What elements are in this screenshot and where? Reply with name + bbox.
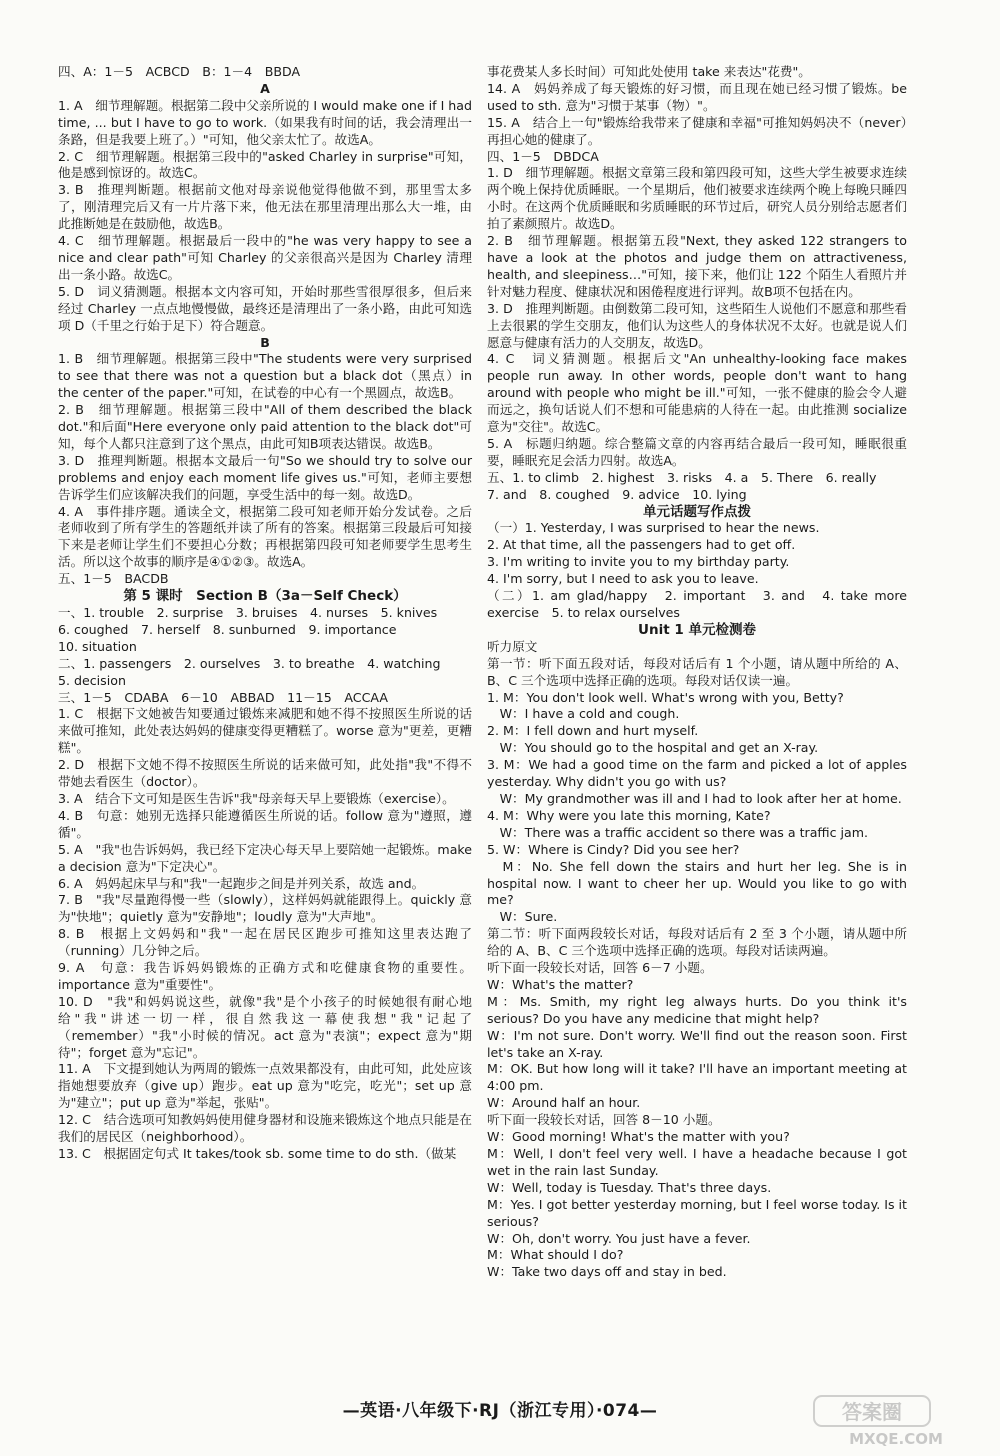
cloze-answers: 三、1－5 CDABA 6－10 ABBAD 11－15 ACCAA [58,689,388,705]
reading-explanation-4: 4. C 词义猜测题。根据后文"An unhealthy-looking face makes people run away. In other words, people don't want to hang around with people who might be ill."可知，一张不健康的脸会令人避而远之，换句话说人们不想和可能患病的人待在一起。由此推测 socialize 意为"交往"。故选C。 [487,351,907,435]
dialogue-line: M：Yes. I got better yesterday morning, but I feel worse today. Is it serious? [487,1196,907,1229]
cloze-explanation-14: 14. A 妈妈养成了每天锻炼的好习惯，而且现在她已经习惯了锻炼。be used to sth. 意为"习惯于某事（物）"。 [487,80,907,113]
listening-section-1-instructions: 第一节：听下面五段对话，每段对话后有 1 个小题，请从题中所给的 A、B、C 三个选项中选择正确的选项。每段对话仅读一遍。 [487,655,907,688]
explanation-b-3: 3. D 推理判断题。根据本文最后一句"So we should try to solve our problems and enjoy each moment life gives us."可知，老师主要想告诉学生们应该解决我们的问题，享受生活中的每一刻。故选D。 [58,452,472,502]
reading-explanation-3: 3. D 推理判断题。由倒数第二段可知，这些陌生人说他们不愿意和那些看上去很累的学生交朋友，他们认为这些人的身体状况不太好。也就是说人们愿意与健康有活力的人交朋友，故选D。 [487,300,907,350]
reading-explanation-2: 2. B 细节理解题。根据第五段"Next, they asked 122 strangers to have a look at the photos and judge them on attractiveness, health, and sleepiness…"可知，接下来，他们让 122 个陌生人看照片并针对魅力程度、健康状况和困倦程度进行评判。故B项不包括在内。 [487,233,907,299]
writing-tips-heading: 单元话题写作点拨 [643,503,751,520]
dialogue-line: 1. M：You don't look well. What's wrong with you, Betty? [487,689,844,705]
dialogue-line: 4. M：Why were you late this morning, Kate? [487,807,771,823]
dialogue-line: W：Around half an hour. [487,1095,641,1111]
dialogue-line: 5. W：Where is Cindy? Did you see her? [487,841,740,857]
explanation-a-1: 1. A 细节理解题。根据第二段中父亲所说的 I would make one if I had time, ... but I have to go to work.（如果我有时间的话，我会清理出一条路，但是我要上班了。）"可知，他父亲太忙了。故选A。 [58,97,472,147]
dialogue-line: W：Take two days off and stay in bed. [487,1264,727,1280]
left-column [58,64,472,1163]
cloze-explanation-12: 12. C 结合选项可知教妈妈使用健身器材和设施来锻炼这个地点只能是在我们的居民区（neighborhood）。 [58,1112,472,1145]
dialogue-line: M：Ms. Smith, my right leg always hurts. Do you think it's serious? Do you have any medicine that might help? [487,993,907,1026]
passage-b-heading: B [260,334,270,350]
vocab-answers-line-3: 10. situation [58,638,137,654]
vocab-answers-line-1: 一、1. trouble 2. surprise 3. bruises 4. nurses 5. knives [58,605,438,620]
reading-explanation-1: 1. D 细节理解题。根据文章第三段和第四段可知，这些大学生被要求连续两个晚上保持优质睡眠。一个星期后，他们被要求连续两个晚上每晚只睡四小时。在这两个优质睡眠和劣质睡眠的环节过后，研究人员分别给志愿者们拍了素颜照片。故选D。 [487,165,907,232]
section-5-answers: 五、1－5 BACDB [58,571,169,587]
explanation-b-4: 4. A 事件排序题。通读全文，根据第二段可知老师开始分发试卷。之后老师收到了所有学生的答题纸并读了所有的答案。根据第三段最后可知接下来是老师让学生们不要担心分数；再根据第四段可知老师要学生思考生活。所以这个故事的顺序是④①②③。故选A。 [58,503,472,570]
dialogue-line: 3. M：We had a good time on the farm and picked a lot of apples yesterday. Why didn't you go with us? [487,757,907,790]
dialogue-line: W：I have a cold and cough. [487,706,680,722]
lesson-5-heading: 第 5 课时 Section B（3a－Self Check） [123,588,407,605]
cloze-explanation-3: 3. A 结合下文可知是医生告诉"我"母亲每天早上要锻炼（exercise）。 [58,790,455,806]
explanation-b-2: 2. B 细节理解题。根据第三段中"All of them described the black dot."和后面"Here everyone only paid attention to the black dot"可知，每个人都只注意到了这个黑点，由此可知B项表达错误。故选B。 [58,402,472,451]
fill-answers-line-1: 二、1. passengers 2. ourselves 3. to breathe 4. watching [58,655,441,671]
dialogue-line: W：You should go to the hospital and get an X-ray. [487,740,819,756]
cloze-explanation-11: 11. A 下文提到她认为两周的锻炼一点效果都没有，由此可知，此处应该指她想要放弃（give up）跑步。eat up 意为"吃完，吃光"；set up 意为"建立"；put up 意为"举起，张贴"。 [58,1061,472,1111]
word-fill-answers-line-2: 7. and 8. coughed 9. advice 10. lying [487,486,747,502]
explanation-a-5: 5. D 词义猜测题。根据本文内容可知，开始时那些雪很厚很多，但后来经过 Charley 一点点地慢慢做，最终还是清理出了一条小路，由此可知选项 D（千里之行始于足下）符合题意。 [58,283,472,333]
svg-text:MXQE.COM: MXQE.COM [849,1430,943,1448]
vocab-answers-line-2: 6. coughed 7. herself 8. sunburned 9. importance [58,621,397,637]
cloze-explanation-4: 4. B 句意：她别无选择只能遵循医生所说的话。follow 意为"遵照，遵循"。 [58,807,472,840]
listening-section-2-instructions: 第二节：听下面两段较长对话，每段对话后有 2 至 3 个小题，请从题中所给的 A、B、C 三个选项中选择正确的选项。每段对话读两遍。 [487,926,907,959]
writing-sentence-4: 4. I'm sorry, but I need to ask you to leave. [487,571,759,587]
cloze-explanation-15: 15. A 结合上一句"锻炼给我带来了健康和幸福"可推知妈妈决不（never）再担心她的健康了。 [487,114,907,147]
reading-explanation-5: 5. A 标题归纳题。综合整篇文章的内容再结合最后一段可知，睡眠很重要，睡眠充足会活力四射。故选A。 [487,435,907,468]
writing-sentence-1: （一）1. Yesterday, I was surprised to hear the news. [487,520,820,536]
dialogue-line: W：Well, today is Tuesday. That's three days. [487,1179,772,1195]
dialogue-line: 2. M：I fell down and hurt myself. [487,723,699,739]
unit-test-heading: Unit 1 单元检测卷 [638,621,756,638]
dialogue-line: W：There was a traffic accident so there was a traffic jam. [487,824,868,840]
writing-part-2: （二）1. am glad/happy 2. important 3. and 4. take more exercise 5. to relax ourselves [487,588,907,620]
dialogue-line: W：My grandmother was ill and I had to look after her at home. [487,790,902,806]
watermark-logo [812,1392,982,1448]
writing-sentence-2: 2. At that time, all the passengers had to get off. [487,537,796,553]
passage-a-heading: A [260,80,270,96]
listening-script-heading: 听力原文 [487,638,538,654]
word-fill-answers-line-1: 五、1. to climb 2. highest 3. risks 4. a 5. There 6. really [487,469,877,485]
explanation-a-4: 4. C 细节理解题。根据最后一段中的"he was very happy to see a nice and clear path"可知 Charley 的父亲很高兴是因为 Charley 清理出一条小路。故选C。 [58,233,472,282]
cloze-explanation-1: 1. C 根据下文她被告知要通过锻炼来减肥和她不得不按照医生所说的话来做可推知，此处表达妈妈的健康变得更糟糕了。worse 意为"更差，更糟糕"。 [58,706,472,756]
cloze-explanation-9: 9. A 句意：我告诉妈妈锻炼的正确方式和吃健康食物的重要性。importance 意为"重要性"。 [58,960,472,992]
writing-sentence-3: 3. I'm writing to invite you to my birthday party. [487,554,790,570]
cloze-explanation-13: 13. C 根据固定句式 It takes/took sb. some time to do sth.（做某 [58,1146,457,1161]
page-footer: —英语·八年级下·RJ（浙江专用）·074— [342,1401,658,1421]
cloze-explanation-5: 5. A "我"也告诉妈妈，我已经下定决心每天早上要陪她一起锻炼。make a decision 意为"下定决心"。 [58,841,472,874]
explanation-a-2: 2. C 细节理解题。根据第三段中的"asked Charley in surprise"可知，他是感到惊讶的。故选C。 [58,148,472,181]
dialogue-line: W：I'm not sure. Don't worry. We'll find out the reason soon. First let's take an X-ray. [487,1027,907,1060]
reading-answers: 四、1－5 DBDCA [487,148,599,164]
section-4-answers: 四、A：1－5 ACBCD B：1－4 BBDA [58,64,301,79]
cloze-explanation-2: 2. D 根据下文她不得不按照医生所说的话来做可知，此处指"我"不得不带她去看医生（doctor）。 [58,757,472,790]
dialogue-line: M：No. She fell down the stairs and hurt her leg. She is in hospital now. I want to cheer her up. Would you like to go with me? [487,858,907,908]
cloze-explanation-10: 10. D "我"和妈妈说这些，就像"我"是个小孩子的时候她很有耐心地给"我"讲述一切一样，很自然我这一幕使我想"我"记起了（remember）"我"小时候的情况。act 意为"表演"；expect 意为"期待"；forget 意为"忘记"。 [58,993,472,1060]
explanation-a-3: 3. B 推理判断题。根据前文他对母亲说他觉得他做不到，那里雪太多了，刚清理完后又有一片片落下来，他无法在那里清理出那么大一堆，由此推断她是在鼓励他，故选B。 [58,182,472,232]
dialogue-line: M：What should I do? [487,1247,624,1263]
dialogue-line: W：Oh, don't worry. You just have a fever. [487,1230,751,1246]
cloze-explanation-13-cont: 事花费某人多长时间）可知此处使用 take 来表达"花费"。 [487,64,811,79]
dialogue-line: W：Good morning! What's the matter with you? [487,1129,790,1145]
svg-text:答案圈: 答案圈 [842,1400,902,1424]
cloze-explanation-8: 8. B 根据上文妈妈和"我"一起在居民区跑步可推知这里表达跑了（running）几分钟之后。 [58,926,472,959]
dialogue-line: M：Well, I don't feel very well. I have a headache because I got wet in the rain last Sunday. [487,1146,907,1178]
dialogue-intro: 听下面一段较长对话，回答 8－10 小题。 [487,1112,721,1128]
cloze-explanation-6: 6. A 妈妈起床早与和"我"一起跑步之间是并列关系，故选 and。 [58,875,425,891]
right-column [487,64,907,1281]
dialogue-line: M：OK. But how long will it take? I'll have an important meeting at 4:00 pm. [487,1061,907,1094]
dialogue-line: W：What's the matter? [487,976,634,992]
dialogue-line: W：Sure. [487,909,558,925]
explanation-b-1: 1. B 细节理解题。根据第三段中"The students were very surprised to see that there was not a question but a black dot（黑点）in the center of the paper."可知，在试卷的中心有一个黑圆点，故选B。 [58,351,472,401]
cloze-explanation-7: 7. B "我"尽量跑得慢一些（slowly），这样妈妈就能跟得上。quickly 意为"快地"；quietly 意为"安静地"；loudly 意为"大声地"。 [58,892,472,925]
fill-answers-line-2: 5. decision [58,672,126,688]
dialogue-intro: 听下面一段较长对话，回答 6－7 小题。 [487,960,713,976]
